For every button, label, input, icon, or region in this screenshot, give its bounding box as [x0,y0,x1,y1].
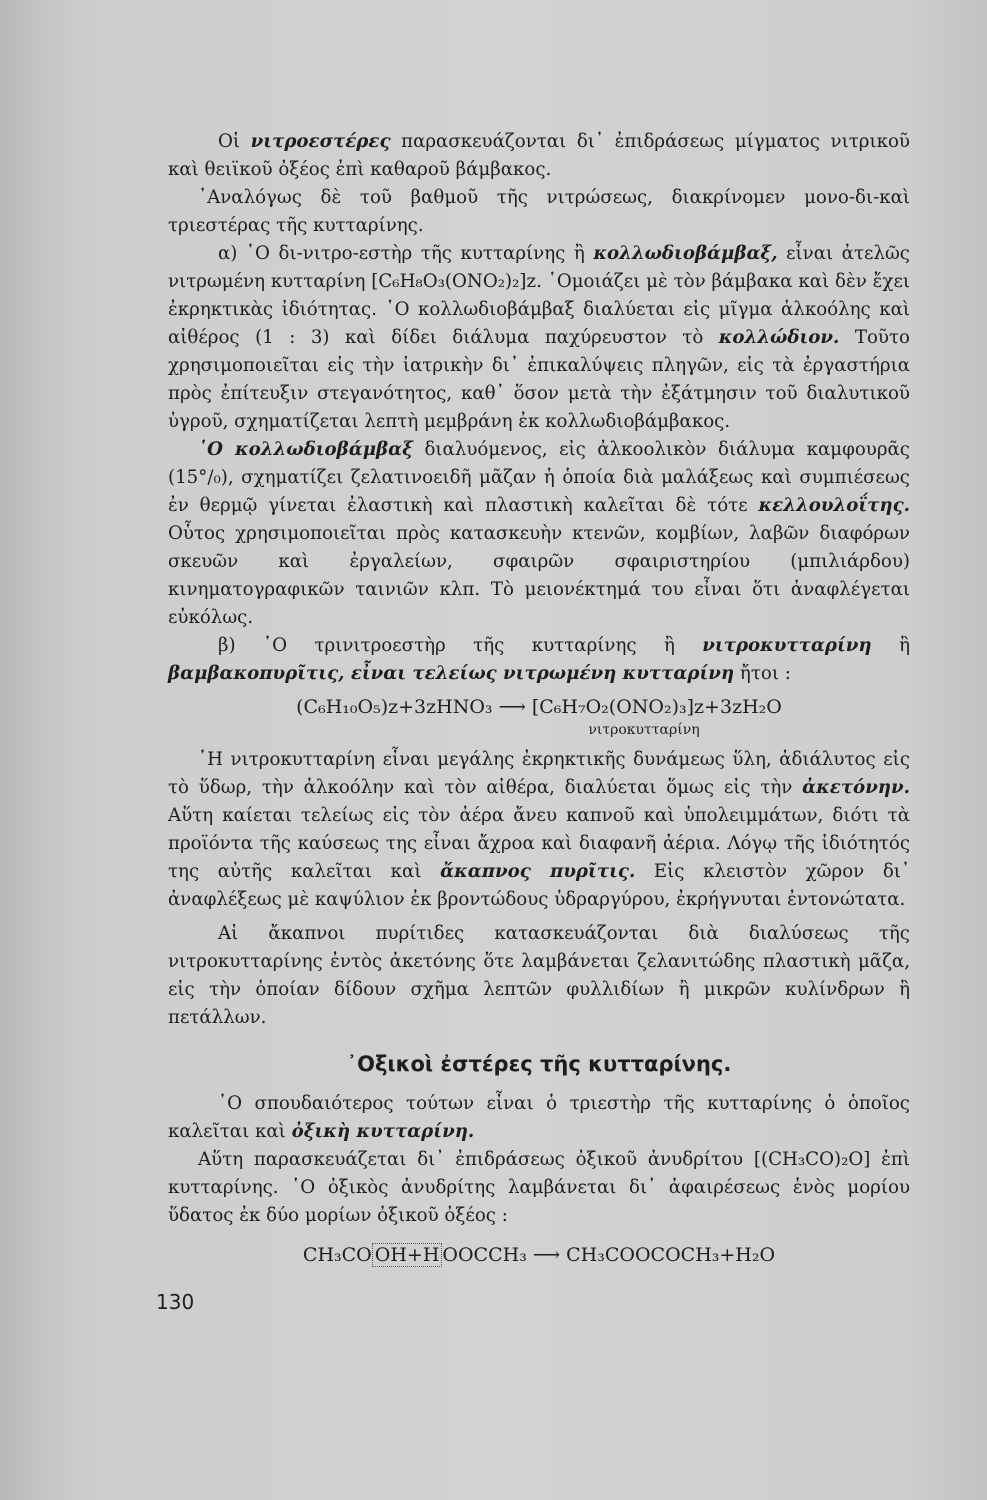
term-kelluloitis: κελλουλοΐτης. [758,495,910,516]
page-number: 130 [156,1290,195,1314]
term-nitroesters: νιτροεστέρες [250,131,391,152]
formula-anhydride: CH₃CO OH+H OOCCH₃ ⟶ CH₃COOCOCH₃+H₂O [302,1244,776,1266]
section-title: ᾿Οξικοὶ ἐστέρες τῆς κυτταρίνης. [346,1052,732,1076]
formula-label: νιτροκυτταρίνη [588,722,700,738]
paragraph-acetic-anhydride: Αὕτη παρασκευάζεται δι᾿ ἐπιδράσεως ὀξικοῦ ἀνυδρίτου [(CH₃CO)₂O] ἐπὶ κυτταρίνης. ῾Ο ὀξικὸς ἀνυδρίτης λαμβάνεται δι᾿ ἀφαιρέσεως ἑνὸς μορίου ὕδατος ἐκ δύο μορίων ὀξικοῦ ὀξέος : [168,1149,910,1226]
paragraph-collodion-cotton: α) ῾Ο δι-νιτρο-εστὴρ τῆς κυτταρίνης ἢ κολλωδιοβάμβαξ, εἶναι ἀτελῶς νιτρωμένη κυτταρίνη [C₆H₈O₃(ONO₂)₂]z. ῾Ομοιάζει μὲ τὸν βάμβακα καὶ δὲν ἔχει ἐκρηκτικὰς ἰδιότητας. ῾Ο κολλωδιοβάμβαξ διαλύεται εἰς μῖγμα ἀλκοόλης καὶ αἰθέρος (1 : 3) καὶ δίδει διάλυμα παχύρευστον τὸ κολλώδιον. Τοῦτο χρησιμοποιεῖται εἰς τὴν ἰατρικὴν δι᾿ ἐπικαλύψεις πληγῶν, εἰς τὰ ἐργαστήρια πρὸς ἐπίτευξιν στεγανότητος, καθ᾿ ὅσον μετὰ τὴν ἐξάτμησιν τοῦ διαλυτικοῦ ὑγροῦ, σχηματίζεται λεπτὴ μεμβράνη ἐκ κολλωδιοβάμβακος. [168,243,911,432]
paragraph-nitrocellulose-properties: ῾Η νιτροκυτταρίνη εἶναι μεγάλης ἐκρηκτικῆς δυνάμεως ὕλη, ἀδιάλυτος εἰς τὸ ὕδωρ, τὴν ἀλκοόλην καὶ τὸν αἰθέρα, διαλύεται ὅμως εἰς τὴν ἀκετόνην. Αὕτη καίεται τελείως εἰς τὸν ἀέρα ἄνευ καπνοῦ καὶ ὑπολειμμάτων, διότι τὰ προϊόντα τῆς καύσεως της εἶναι ἄχροα καὶ διαφανῆ ἀέρια. Λόγῳ τῆς ἰδιότητός της αὐτῆς καλεῖται καὶ ἄκαπνος πυρῖτις. Εἰς κλειστὸν χῶρον δι᾿ ἀναφλέξεως μὲ καψύλιον ἐκ βροντώδους ὑδραργύρου, ἐκρήγνυται ἐντονώτατα. [168,749,910,910]
page-body [168,128,910,1270]
term-oxiki-kyttarini: ὀξικὴ κυτταρίνη. [291,1121,475,1142]
term-akapnos-pyritis: ἄκαπνος πυρῖτις. [440,861,636,882]
term-vamvakopyritis: βαμβακοπυρῖτις, εἶναι τελείως νιτρωμένη κυτταρίνη [168,663,735,684]
term-kollodiovamvax-2: ῾Ο κολλωδιοβάμβαξ [198,439,413,460]
paragraph-celluloid: ῾Ο κολλωδιοβάμβαξ διαλυόμενος, εἰς ἀλκοολικὸν διάλυμα καμφουρᾶς (15°/₀), σχηματίζει ζελατινοειδῆ μᾶζαν ἡ ὁποία διὰ μαλάξεως καὶ συμπιέσεως ἐν θερμῷ γίνεται ἐλαστικὴ καὶ πλαστικὴ καλεῖται δὲ τότε κελλουλοΐτης. Οὗτος χρησιμοποιεῖται πρὸς κατασκευὴν κτενῶν, κομβίων, λαβῶν διαφόρων σκευῶν καὶ ἐργαλείων, σφαιρῶν σφαιριστηρίου (μπιλιάρδου) κινηματογραφικῶν ταινιῶν κλπ. Τὸ μειονέκτημά του εἶναι ὅτι ἀναφλέγεται εὐκόλως. [168,439,910,628]
water-box: OH+H [372,1243,443,1267]
paragraph-acetate: ῾Ο σπουδαιότερος τούτων εἶναι ὁ τριεστὴρ τῆς κυτταρίνης ὁ ὁποῖος καλεῖται καὶ ὀξικὴ κυτταρίνη. [168,1093,910,1142]
paragraph-nitration-degree: ᾿Αναλόγως δὲ τοῦ βαθμοῦ τῆς νιτρώσεως, διακρίνομεν μονο-δι-καὶ τριεστέρας τῆς κυτταρίνης. [168,187,910,236]
formula-nitration: (C₆H₁₀O₅)z+3zHNO₃ ⟶ [C₆H₇O₂(ONO₂)₃]z+3zH₂O [296,696,782,718]
paragraph-trinitro-ester: β) ῾Ο τρινιτροεστὴρ τῆς κυτταρίνης ἢ νιτροκυτταρίνη ἢ βαμβακοπυρῖτις, εἶναι τελείως νιτρωμένη κυτταρίνη ἤτοι : [168,635,910,684]
term-nitrokyttarini: νιτροκυτταρίνη [702,635,872,656]
paragraph-smokeless-powder: Αἱ ἄκαπνοι πυρίτιδες κατασκευάζονται διὰ διαλύσεως τῆς νιτροκυτταρίνης ἐντὸς ἀκετόνης ὅτε λαμβάνεται ζελανιτώδης πλαστικὴ μᾶζα, εἰς τὴν ὁποίαν δίδουν σχῆμα λεπτῶν φυλλιδίων ἢ μικρῶν κυλίνδρων ἢ πετάλλων. [168,923,910,1028]
paragraph-nitroesters: Οἱ νιτροεστέρες παρασκευάζονται δι᾿ ἐπιδράσεως μίγματος νιτρικοῦ καὶ θειϊκοῦ ὀξέος ἐπὶ καθαροῦ βάμβακος. [168,131,910,180]
term-kollodion: κολλώδιον. [718,327,840,348]
term-kollodiovamvax: κολλωδιοβάμβαξ, [593,243,778,264]
term-aketoni: ἀκετόνην. [802,777,910,798]
